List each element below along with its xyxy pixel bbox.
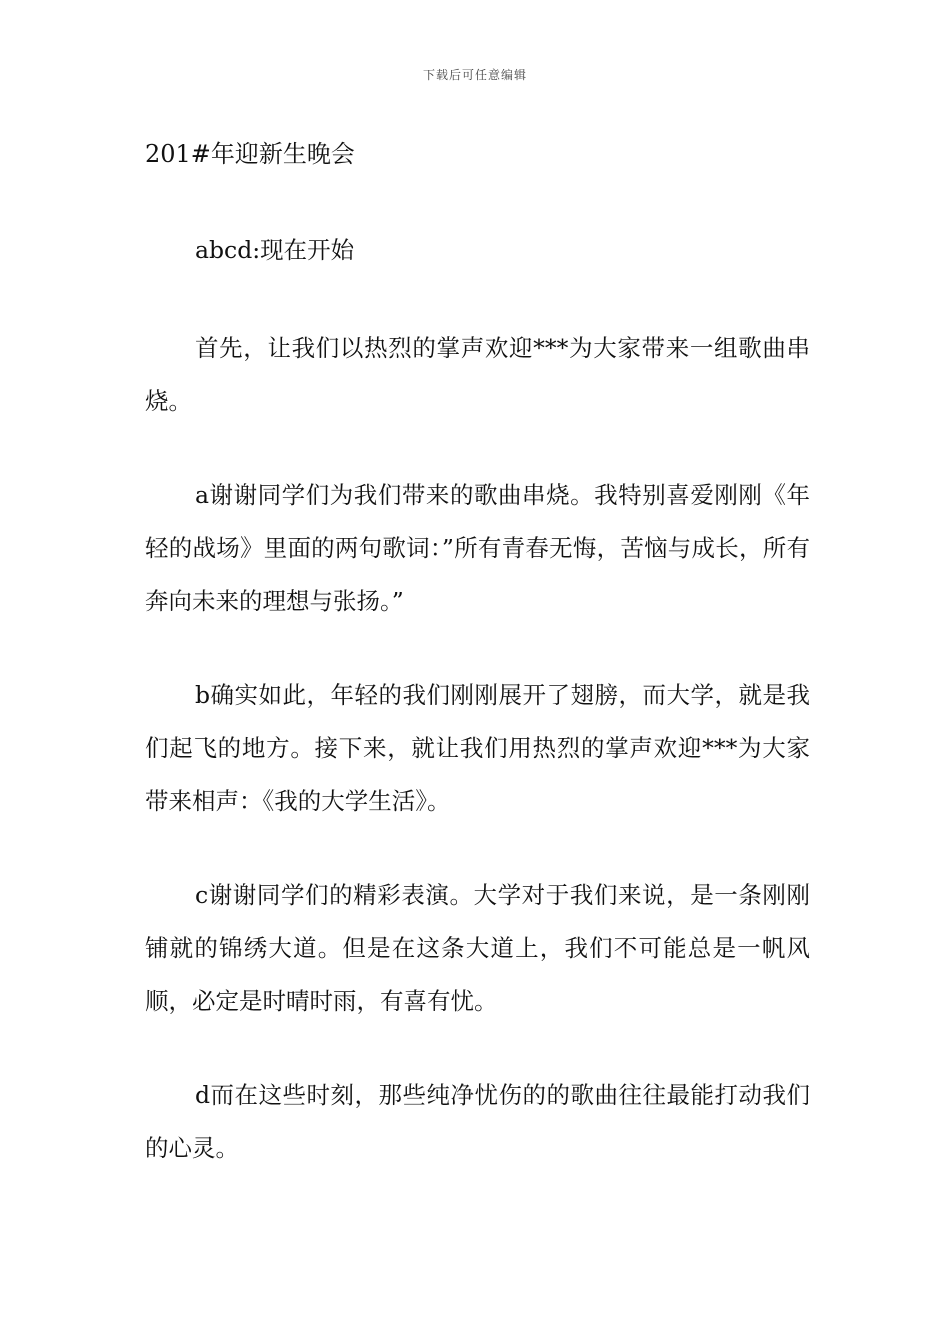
document-title: 201#年迎新生晚会 [145, 140, 355, 168]
paragraph-c: c谢谢同学们的精彩表演。大学对于我们来说，是一条刚刚铺就的锦绣大道。但是在这条大道上，我们不可能总是一帆风顺，必定是时晴时雨，有喜有忧。 [145, 881, 810, 1015]
page-header-note: 下载后可任意编辑 [422, 68, 527, 82]
paragraph-opening: abcd:现在开始 [195, 236, 355, 264]
paragraph-a: a谢谢同学们为我们带来的歌曲串烧。我特别喜爱刚刚《年轻的战场》里面的两句歌词：”所有青春无悔，苦恼与成长，所有奔向未来的理想与张扬。” [145, 481, 810, 615]
paragraph-b: b确实如此，年轻的我们刚刚展开了翅膀，而大学，就是我们起飞的地方。接下来，就让我们用热烈的掌声欢迎***为大家带来相声：《我的大学生活》。 [145, 681, 810, 815]
paragraph-first-act: 首先，让我们以热烈的掌声欢迎***为大家带来一组歌曲串烧。 [145, 334, 810, 415]
paragraph-d: d而在这些时刻，那些纯净忧伤的的歌曲往往最能打动我们的心灵。 [145, 1081, 810, 1162]
